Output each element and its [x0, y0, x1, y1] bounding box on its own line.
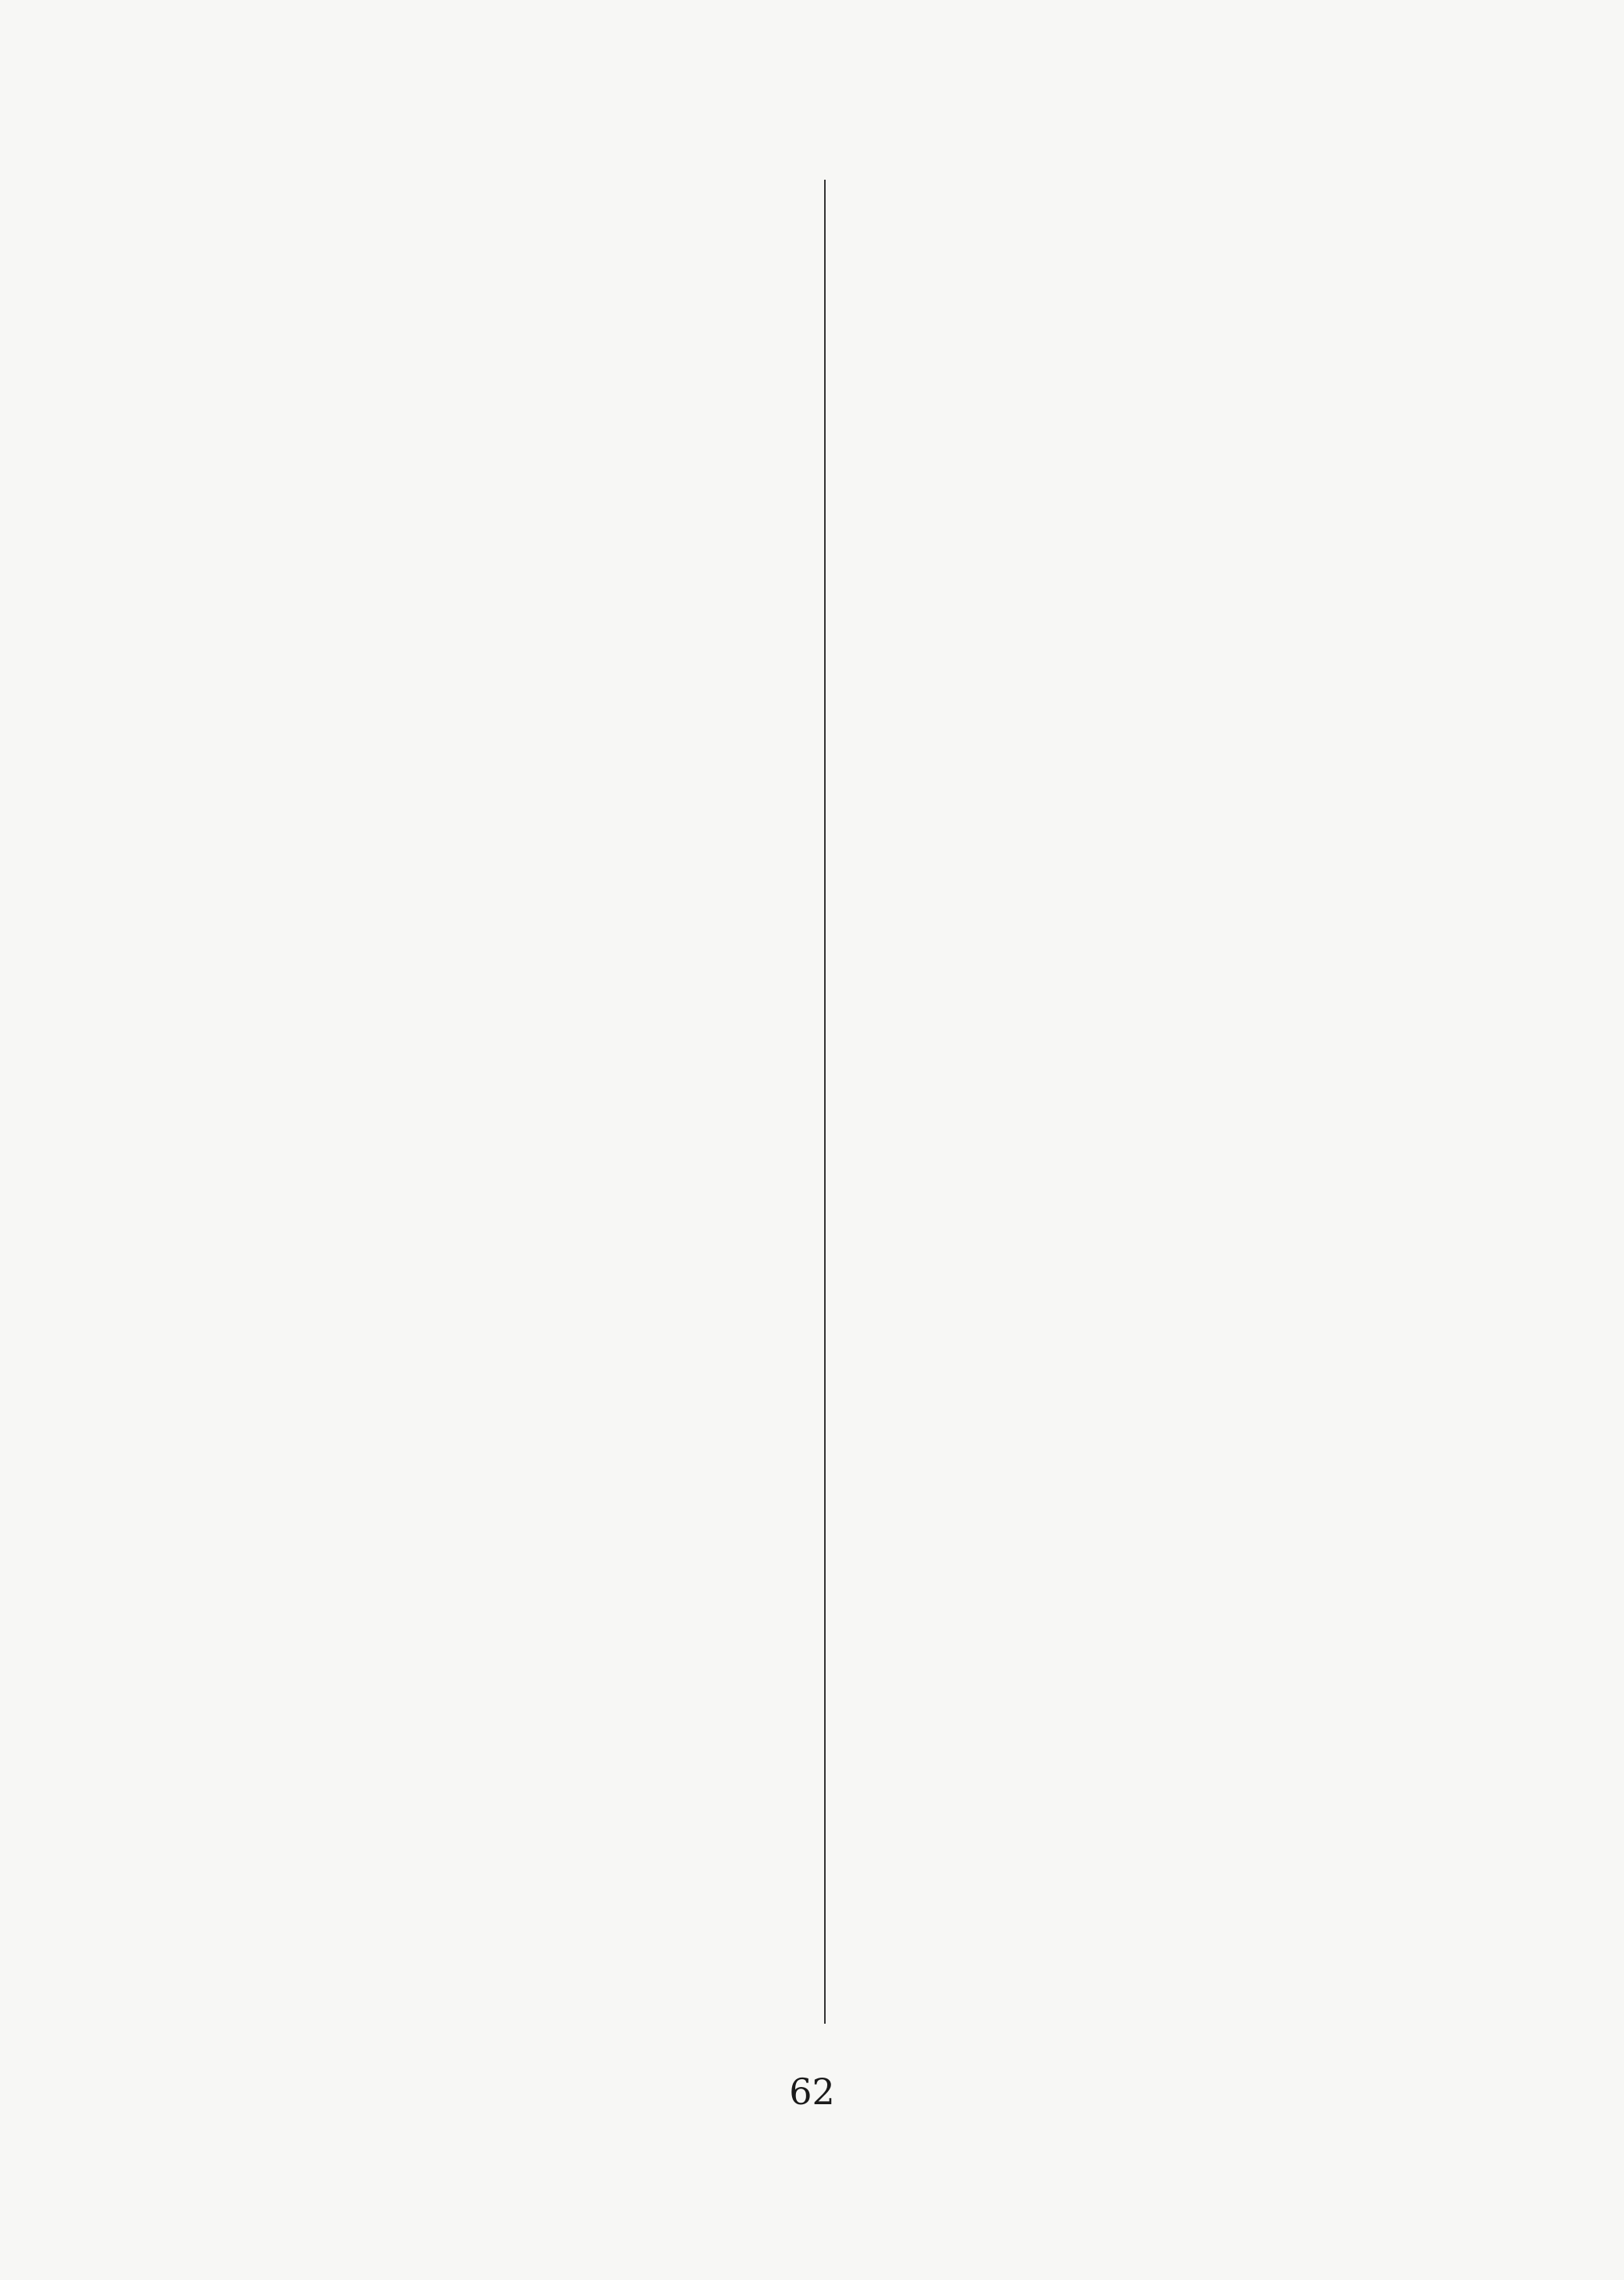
page-number: 62 [789, 2071, 835, 2113]
right-column [851, 180, 1469, 2024]
column-divider [824, 180, 826, 2024]
left-column [180, 180, 805, 2024]
